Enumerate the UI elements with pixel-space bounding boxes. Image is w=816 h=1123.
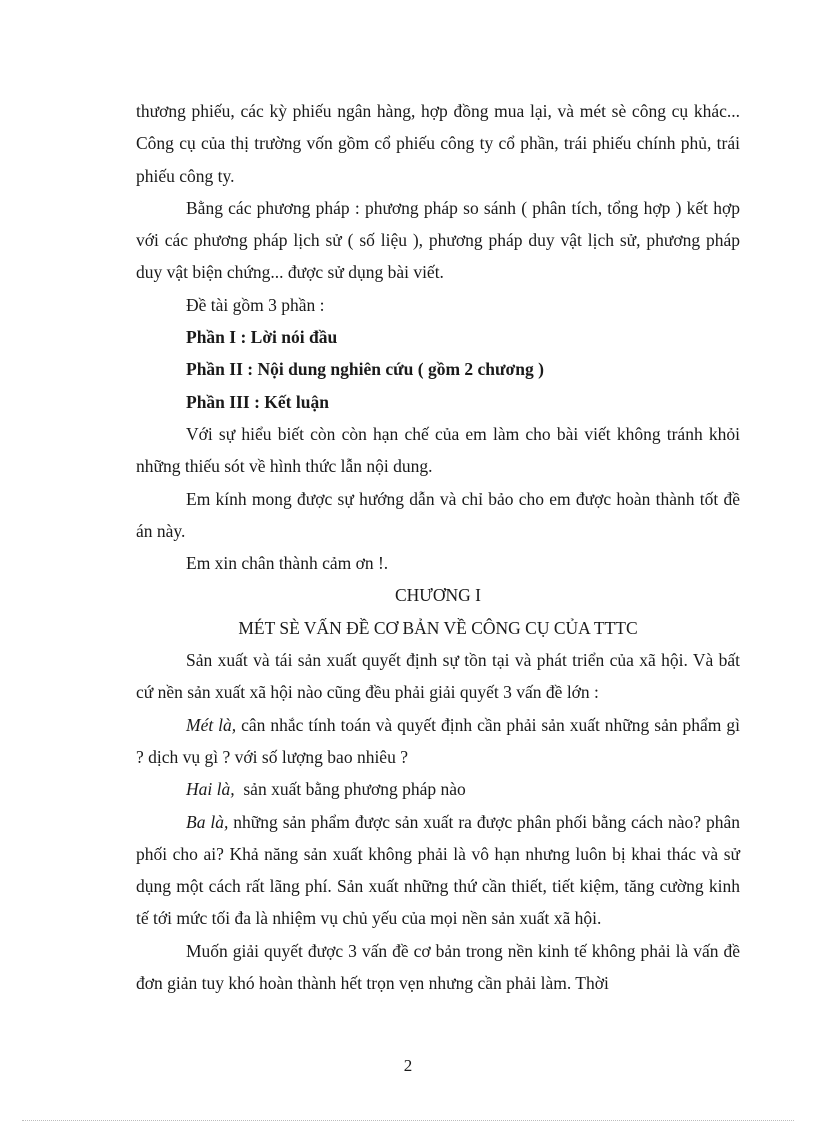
body-text: [136, 95, 740, 999]
third-issue-body: những sản phẩm được sản xuất ra được phân phối bằng cách nào? phân phối cho ai? Khả năng sản xuất không phải là vô hạn nhưng luôn bị khai thác và sử dụng một cách rất lãng phí. Sản xuất những thứ cần thiết, tiết kiệm, tăng cường kinh tế tới mức tối đa là nhiệm vụ chủ yếu của mọi nền sản xuất xã hội.: [136, 811, 740, 929]
third-issue-lead: Ba là,: [186, 811, 229, 832]
paragraph-first-issue: [136, 709, 740, 774]
paragraph-structure: Đề tài gồm 3 phần :: [186, 294, 325, 315]
paragraph-production: Sản xuất và tái sản xuất quyết định sự tồn tại và phát triển của xã hội. Và bất cứ nền sản xuất xã hội nào cũng đều phải giải quyết 3 vấn đề lớn :: [136, 650, 740, 703]
chapter-title: MÉT SÈ VẤN ĐỀ CƠ BẢN VỀ CÔNG CỤ CỦA TTTC: [238, 617, 638, 638]
paragraph-third-issue: [136, 806, 740, 935]
paragraph-solving: Muốn giải quyết được 3 vấn đề cơ bản trong nền kinh tế không phải là vấn đề đơn giản tuy khó hoàn thành hết trọn vẹn nhưng cần phải làm. Thời: [136, 940, 740, 994]
paragraph-limitations: Với sự hiểu biết còn còn hạn chế của em làm cho bài viết không tránh khỏi những thiếu sót về hình thức lẫn nội dung.: [136, 423, 740, 477]
paragraph-intro-continuation: thương phiếu, các kỳ phiếu ngân hàng, hợp đồng mua lại, và mét sè công cụ khác... Công cụ của thị trường vốn gồm cổ phiếu công ty cổ phần, trái phiếu chính phủ, trái phiếu công ty.: [136, 101, 740, 186]
part-two-heading: Phần II : Nội dung nghiên cứu ( gồm 2 chương ): [186, 359, 544, 380]
paragraph-second-issue: [136, 773, 740, 805]
chapter-label: CHƯƠNG I: [394, 585, 481, 606]
page-number: 2: [403, 1056, 413, 1075]
paragraph-thanks: Em xin chân thành cảm ơn !.: [186, 553, 389, 574]
paragraph-request: Em kính mong được sự hướng dẫn và chỉ bảo cho em được hoàn thành tốt đề án này.: [136, 488, 740, 541]
paragraph-methods: Bằng các phương pháp : phương pháp so sánh ( phân tích, tổng hợp ) kết hợp với các phương pháp lịch sử ( số liệu ), phương pháp duy vật lịch sử, phương pháp duy vật biện chứng... được sử dụng bài viết.: [136, 197, 740, 283]
first-issue-body: cân nhắc tính toán và quyết định cần phải sản xuất những sản phẩm gì ? dịch vụ gì ? với số lượng bao nhiêu ?: [136, 714, 741, 767]
part-three-heading: Phần III : Kết luận: [186, 391, 329, 412]
second-issue-body: sản xuất bằng phương pháp nào: [234, 779, 466, 800]
first-issue-lead: Mét là,: [186, 714, 237, 735]
page-bottom-divider: [22, 1120, 794, 1121]
part-one-heading: Phần I : Lời nói đầu: [186, 327, 338, 348]
second-issue-lead: Hai là,: [186, 779, 235, 800]
